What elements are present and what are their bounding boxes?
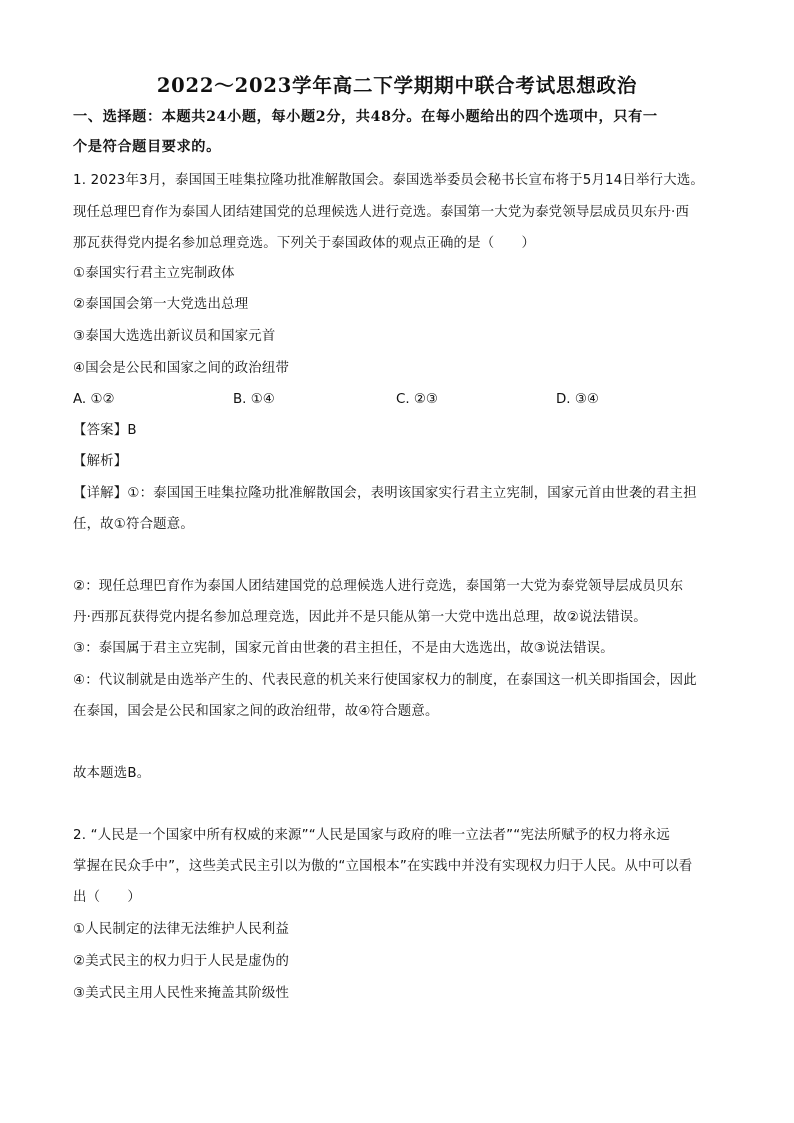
section-heading-line2: 个是符合题目要求的。 [73, 139, 221, 155]
q2-stem-line: 掌握在民众手中”，这些美式民主引以为傲的“立国根本”在实践中并没有实现权力归于人民。从中可以看 [73, 859, 693, 874]
q2-statement: ③美式民主用人民性来掩盖其阶级性 [73, 986, 290, 1001]
q1-statement: ①泰国实行君主立宪制政体 [73, 266, 235, 281]
q1-detail-line: ④：代议制就是由选举产生的、代表民意的机关来行使国家权力的制度，在泰国这一机关即指国会，因此 [73, 673, 697, 688]
q2-statement: ①人民制定的法律无法维护人民利益 [73, 922, 290, 937]
q1-option-c: C. ②③ [396, 392, 438, 407]
q1-option-b: B. ①④ [233, 392, 275, 407]
q1-conclusion: 故本题选B。 [73, 766, 151, 781]
q2-stem-line: 出（ ） [73, 890, 141, 905]
q1-detail-line: 丹·西那瓦获得党内提名参加总理竞选，因此并不是只能从第一大党中选出总理，故②说法错误。 [73, 610, 647, 625]
q1-stem-line: 1. 2023年3月，泰国国王哇集拉隆功批准解散国会。泰国选举委员会秘书长宣布将于5月14日举行大选。 [73, 173, 705, 188]
q1-detail-line: 【详解】①：泰国国王哇集拉隆功批准解散国会，表明该国家实行君主立宪制，国家元首由世袭的君主担 [73, 486, 697, 501]
q1-answer: 【答案】B [73, 423, 137, 438]
q1-option-a: A. ①② [73, 392, 115, 407]
q1-analysis-label: 【解析】 [73, 454, 128, 469]
q1-statement: ④国会是公民和国家之间的政治纽带 [73, 361, 290, 376]
q2-stem-line: 2. “人民是一个国家中所有权威的来源”“人民是国家与政府的唯一立法者”“宪法所赋予的权力将永远 [73, 828, 670, 843]
q1-stem-line: 那瓦获得党内提名参加总理竞选。下列关于泰国政体的观点正确的是（ ） [73, 236, 536, 251]
q1-detail-line: ②：现任总理巴育作为泰国人团结建国党的总理候选人进行竞选，泰国第一大党为泰党领导层成员贝东 [73, 579, 684, 594]
section-heading-line1: 一、选择题：本题共24小题，每小题2分，共48分。在每小题给出的四个选项中，只有一 [73, 109, 658, 125]
q1-stem-line: 现任总理巴育作为泰国人团结建国党的总理候选人进行竞选。泰国第一大党为泰党领导层成员贝东丹·西 [73, 205, 690, 220]
q2-statement: ②美式民主的权力归于人民是虚伪的 [73, 954, 290, 969]
q1-detail-line: 在泰国，国会是公民和国家之间的政治纽带，故④符合题意。 [73, 704, 439, 719]
q1-option-d: D. ③④ [556, 392, 599, 407]
q1-detail-line: 任，故①符合题意。 [73, 517, 194, 532]
q1-statement: ②泰国国会第一大党选出总理 [73, 297, 249, 312]
page-title: 2022～2023学年高二下学期期中联合考试思想政治 [156, 74, 638, 97]
q1-statement: ③泰国大选选出新议员和国家元首 [73, 329, 276, 344]
q1-detail-line: ③：泰国属于君主立宪制，国家元首由世袭的君主担任，不是由大选选出，故③说法错误。 [73, 641, 614, 656]
